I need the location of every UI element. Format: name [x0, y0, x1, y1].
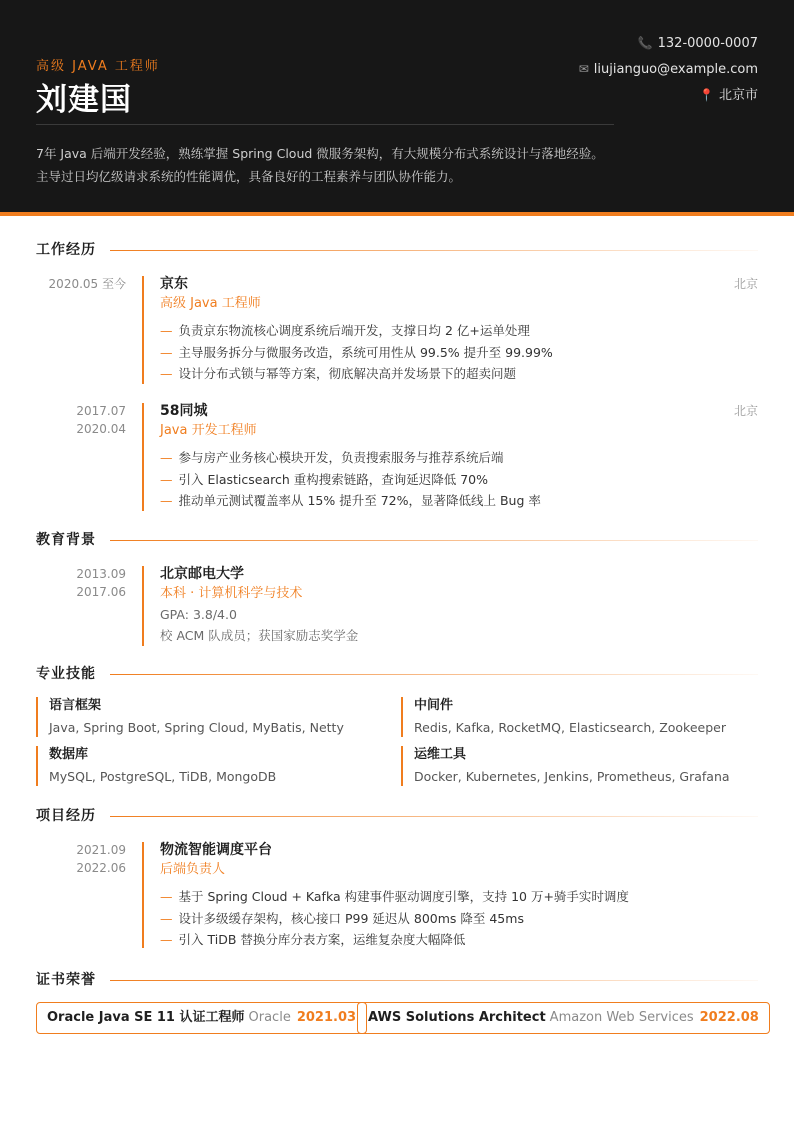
bullet-item: — 基于 Spring Cloud + Kafka 构建事件驱动调度引擎，支持 10 万+骑手实时调度	[160, 889, 629, 904]
company-name: 京东	[160, 276, 188, 292]
work-entry	[36, 401, 758, 513]
section-education	[36, 530, 758, 550]
job-title: 高级 JAVA 工程师	[36, 59, 160, 74]
entry-body	[160, 401, 758, 512]
date-start: 2021.09	[76, 843, 126, 857]
bullet-item: — 设计分布式锁与幂等方案，彻底解决高并发场景下的超卖问题	[160, 366, 517, 381]
dash-marker: —	[160, 471, 173, 487]
skill-group	[401, 697, 756, 737]
bullet-list	[160, 447, 758, 512]
skill-category: 数据库	[49, 747, 89, 762]
bullet-item: — 推动单元测试覆盖率从 15% 提升至 72%，显著降低线上 Bug 率	[160, 493, 541, 508]
timeline-bar	[142, 403, 144, 511]
certificate-issuer: Amazon Web Services	[549, 1010, 694, 1025]
location-text: 北京市	[718, 88, 758, 103]
section-title: 教育背景	[36, 532, 96, 548]
bullet-item: — 负责京东物流核心调度系统后端开发，支撑日均 2 亿+运单处理	[160, 323, 530, 338]
project-entry	[36, 840, 758, 952]
entry-body	[160, 274, 758, 385]
entry-body	[160, 840, 758, 951]
project-role: 后端负责人	[160, 862, 226, 877]
location: 北京	[733, 404, 758, 418]
date-start: 2017.07	[76, 404, 126, 418]
contact-email	[579, 60, 758, 86]
bullet-list	[160, 320, 758, 385]
certificate-name: Oracle Java SE 11 认证工程师	[47, 1010, 245, 1025]
header-divider	[36, 124, 614, 125]
section-work	[36, 240, 758, 260]
date-end: 2017.06	[76, 585, 126, 599]
company-name: 58同城	[160, 403, 208, 419]
certificate-tag	[357, 1002, 770, 1034]
email-address[interactable]: liujianguo@example.com	[593, 62, 758, 77]
section-divider	[110, 250, 758, 251]
resume-header	[0, 0, 794, 212]
timeline-bar	[142, 276, 144, 384]
skill-group	[401, 746, 756, 786]
education-entry	[36, 564, 758, 648]
section-divider	[110, 674, 758, 675]
header-accent-bar	[0, 212, 794, 216]
project-name: 物流智能调度平台	[160, 842, 272, 858]
bullet-list	[160, 886, 758, 951]
school-name: 北京邮电大学	[160, 566, 244, 582]
skill-items: Docker, Kubernetes, Jenkins, Prometheus, Grafana	[414, 769, 730, 784]
skill-category: 中间件	[414, 698, 454, 713]
date-end: 2022.06	[76, 861, 126, 875]
work-entry	[36, 274, 758, 386]
section-title: 工作经历	[36, 242, 96, 258]
section-title: 项目经历	[36, 808, 96, 824]
contact-list	[579, 34, 758, 112]
candidate-name: 刘建国	[36, 82, 132, 118]
location: 北京	[733, 277, 758, 291]
dash-marker: —	[160, 889, 173, 904]
dash-marker: —	[160, 932, 173, 947]
dash-marker: —	[160, 344, 173, 360]
dash-marker: —	[160, 493, 173, 508]
bullet-item: — 引入 TiDB 替换分库分表方案，运维复杂度大幅降低	[160, 932, 466, 947]
dash-marker: —	[160, 450, 173, 465]
timeline-bar	[142, 842, 144, 948]
skill-group	[36, 697, 391, 737]
degree: 本科 · 计算机科学与技术	[160, 586, 303, 601]
honors: 校 ACM 队成员；获国家励志奖学金	[160, 628, 359, 643]
position-title: 高级 Java 工程师	[160, 296, 261, 311]
bullet-item: — 主导服务拆分与微服务改造，系统可用性从 99.5% 提升至 99.99%	[160, 344, 553, 360]
section-projects	[36, 806, 758, 826]
skill-category: 语言框架	[49, 698, 102, 713]
section-divider	[110, 816, 758, 817]
gpa: GPA: 3.8/4.0	[160, 607, 237, 622]
certificate-issuer: Oracle	[248, 1010, 291, 1025]
entry-body	[160, 564, 758, 646]
section-certificates	[36, 970, 758, 990]
contact-phone	[579, 34, 758, 60]
location-pin-icon: 📍	[699, 88, 714, 102]
skill-items: Java, Spring Boot, Spring Cloud, MyBatis, Netty	[49, 720, 344, 735]
date-end: 2020.04	[76, 422, 126, 436]
position-title: Java 开发工程师	[160, 423, 257, 438]
section-skills	[36, 664, 758, 684]
skill-group	[36, 746, 391, 786]
certificate-date: 2021.03	[296, 1010, 357, 1025]
profile-summary: 7年 Java 后端开发经验，熟练掌握 Spring Cloud 微服务架构，有大规模分布式系统设计与落地经验。主导过日均亿级请求系统的性能调优，具备良好的工程素养与团队协作能力。	[36, 146, 604, 184]
contact-location	[579, 86, 758, 112]
section-title: 专业技能	[36, 666, 96, 682]
phone-number[interactable]: 132-0000-0007	[657, 36, 758, 51]
dash-marker: —	[160, 323, 173, 338]
section-title: 证书荣誉	[36, 972, 96, 988]
certificate-date: 2022.08	[699, 1010, 759, 1025]
date-start: 2020.05 至今	[48, 277, 126, 291]
skill-items: MySQL, PostgreSQL, TiDB, MongoDB	[49, 769, 277, 784]
certificate-name: AWS Solutions Architect	[368, 1010, 546, 1025]
skill-items: Redis, Kafka, RocketMQ, Elasticsearch, Zookeeper	[414, 720, 726, 735]
certificate-tag	[36, 1002, 367, 1034]
section-divider	[110, 980, 758, 981]
bullet-item: — 设计多级缓存架构，核心接口 P99 延迟从 800ms 降至 45ms	[160, 910, 524, 926]
skill-category: 运维工具	[414, 747, 467, 762]
section-divider	[110, 540, 758, 541]
date-start: 2013.09	[76, 567, 126, 581]
bullet-item: — 引入 Elasticsearch 重构搜索链路，查询延迟降低 70%	[160, 471, 489, 487]
email-icon: ✉	[578, 62, 589, 76]
phone-icon: 📞	[637, 36, 653, 50]
dash-marker: —	[160, 366, 173, 381]
bullet-item: — 参与房产业务核心模块开发，负责搜索服务与推荐系统后端	[160, 450, 504, 465]
timeline-bar	[142, 566, 144, 646]
dash-marker: —	[160, 910, 173, 926]
